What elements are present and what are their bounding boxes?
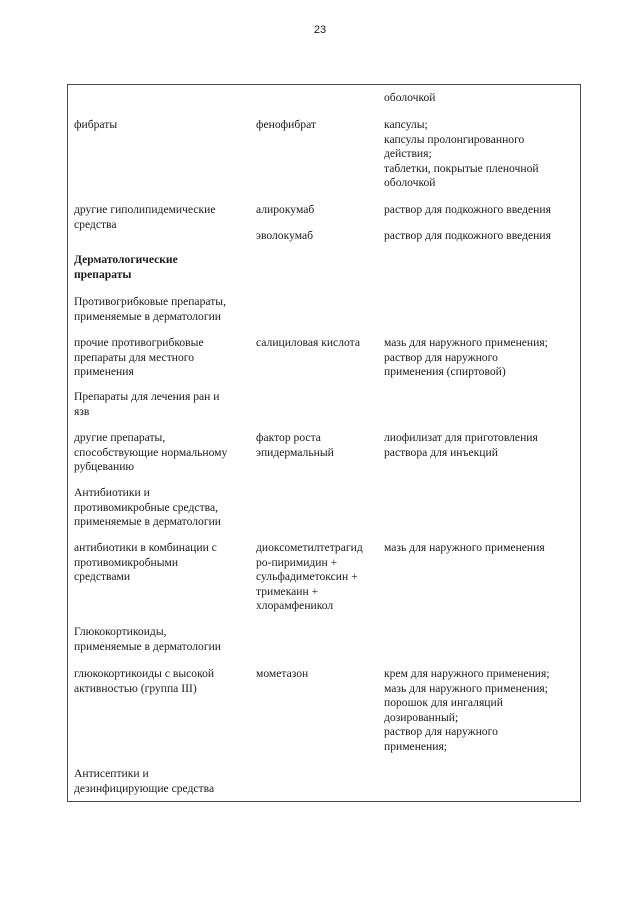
substance-cell: диоксометилтетрагид — [256, 541, 363, 554]
form-cell: мазь для наружного применения; — [384, 336, 548, 349]
drug-table — [67, 84, 581, 802]
form-cell: оболочкой — [384, 176, 436, 190]
subsection-heading: применяемые в дерматологии — [74, 515, 221, 529]
group-cell: способствующие нормальному — [74, 445, 228, 459]
form-cell: действия; — [384, 147, 432, 161]
group-cell: препараты для местного — [74, 350, 195, 364]
substance-cell: фактор роста — [256, 431, 321, 444]
form-cell: мазь для наружного применения; — [384, 681, 548, 695]
form-cell: лиофилизат для приготовления — [384, 431, 538, 444]
subsection-heading: дезинфицирующие средства — [74, 781, 215, 795]
form-cell: капсулы пролонгированного — [384, 132, 525, 146]
group-cell: другие препараты, — [74, 431, 166, 444]
subsection-heading: Противогрибковые препараты, — [74, 295, 226, 308]
section-heading: препараты — [74, 267, 132, 281]
substance-cell: хлорамфеникол — [256, 599, 334, 613]
form-cell: раствор для подкожного введения — [384, 229, 551, 242]
group-cell: средства — [74, 217, 117, 231]
section-heading: Дерматологические — [74, 253, 178, 266]
group-cell: антибиотики в комбинации с — [74, 541, 217, 554]
subsection-heading: Препараты для лечения ран и — [74, 390, 220, 403]
group-cell: применения — [74, 365, 134, 379]
subsection-heading: противомикробные средства, — [74, 500, 219, 514]
form-cell: применения; — [384, 740, 448, 753]
substance-cell: салициловая кислота — [256, 336, 360, 349]
form-cell: капсулы; — [384, 118, 428, 131]
group-cell: глюкокортикоиды с высокой — [74, 667, 215, 680]
group-cell: рубцеванию — [74, 460, 135, 474]
form-cell: раствор для наружного — [384, 350, 498, 364]
substance-cell: сульфадиметоксин + — [256, 570, 358, 584]
subsection-heading: Антибиотики и — [74, 486, 150, 499]
form-cell: порошок для ингаляций — [384, 696, 503, 710]
form-cell: применения (спиртовой) — [384, 365, 506, 379]
substance-cell: мометазон — [256, 667, 309, 680]
form-cell: таблетки, покрытые пленочной — [384, 161, 539, 175]
group-cell: прочие противогрибковые — [74, 336, 204, 349]
subsection-heading: применяемые в дерматологии — [74, 639, 221, 653]
form-cell: дозированный; — [384, 710, 459, 724]
form-cell: раствора для инъекций — [384, 445, 498, 459]
subsection-heading: язв — [74, 404, 90, 418]
substance-cell: эволокумаб — [256, 229, 314, 242]
subsection-heading: Глюкокортикоиды, — [74, 625, 167, 638]
substance-cell: эпидермальный — [256, 445, 334, 459]
substance-cell: ро-пиримидин + — [256, 555, 338, 569]
group-cell: другие гиполипидемические — [74, 203, 216, 216]
substance-cell: алирокумаб — [256, 203, 315, 216]
group-cell: противомикробными — [74, 555, 179, 569]
group-cell: фибраты — [74, 118, 118, 131]
page-number: 23 — [313, 24, 327, 36]
form-cell: раствор для наружного — [384, 725, 498, 739]
form-cell: крем для наружного применения; — [384, 667, 550, 680]
form-cell: оболочкой — [384, 91, 436, 104]
substance-cell: тримекаин + — [256, 584, 319, 598]
form-cell: мазь для наружного применения — [384, 541, 545, 554]
subsection-heading: Антисептики и — [74, 767, 149, 780]
subsection-heading: применяемые в дерматологии — [74, 309, 221, 323]
form-cell: раствор для подкожного введения — [384, 203, 551, 216]
group-cell: средствами — [74, 570, 131, 584]
group-cell: активностью (группа III) — [74, 681, 197, 695]
substance-cell: фенофибрат — [256, 118, 316, 131]
